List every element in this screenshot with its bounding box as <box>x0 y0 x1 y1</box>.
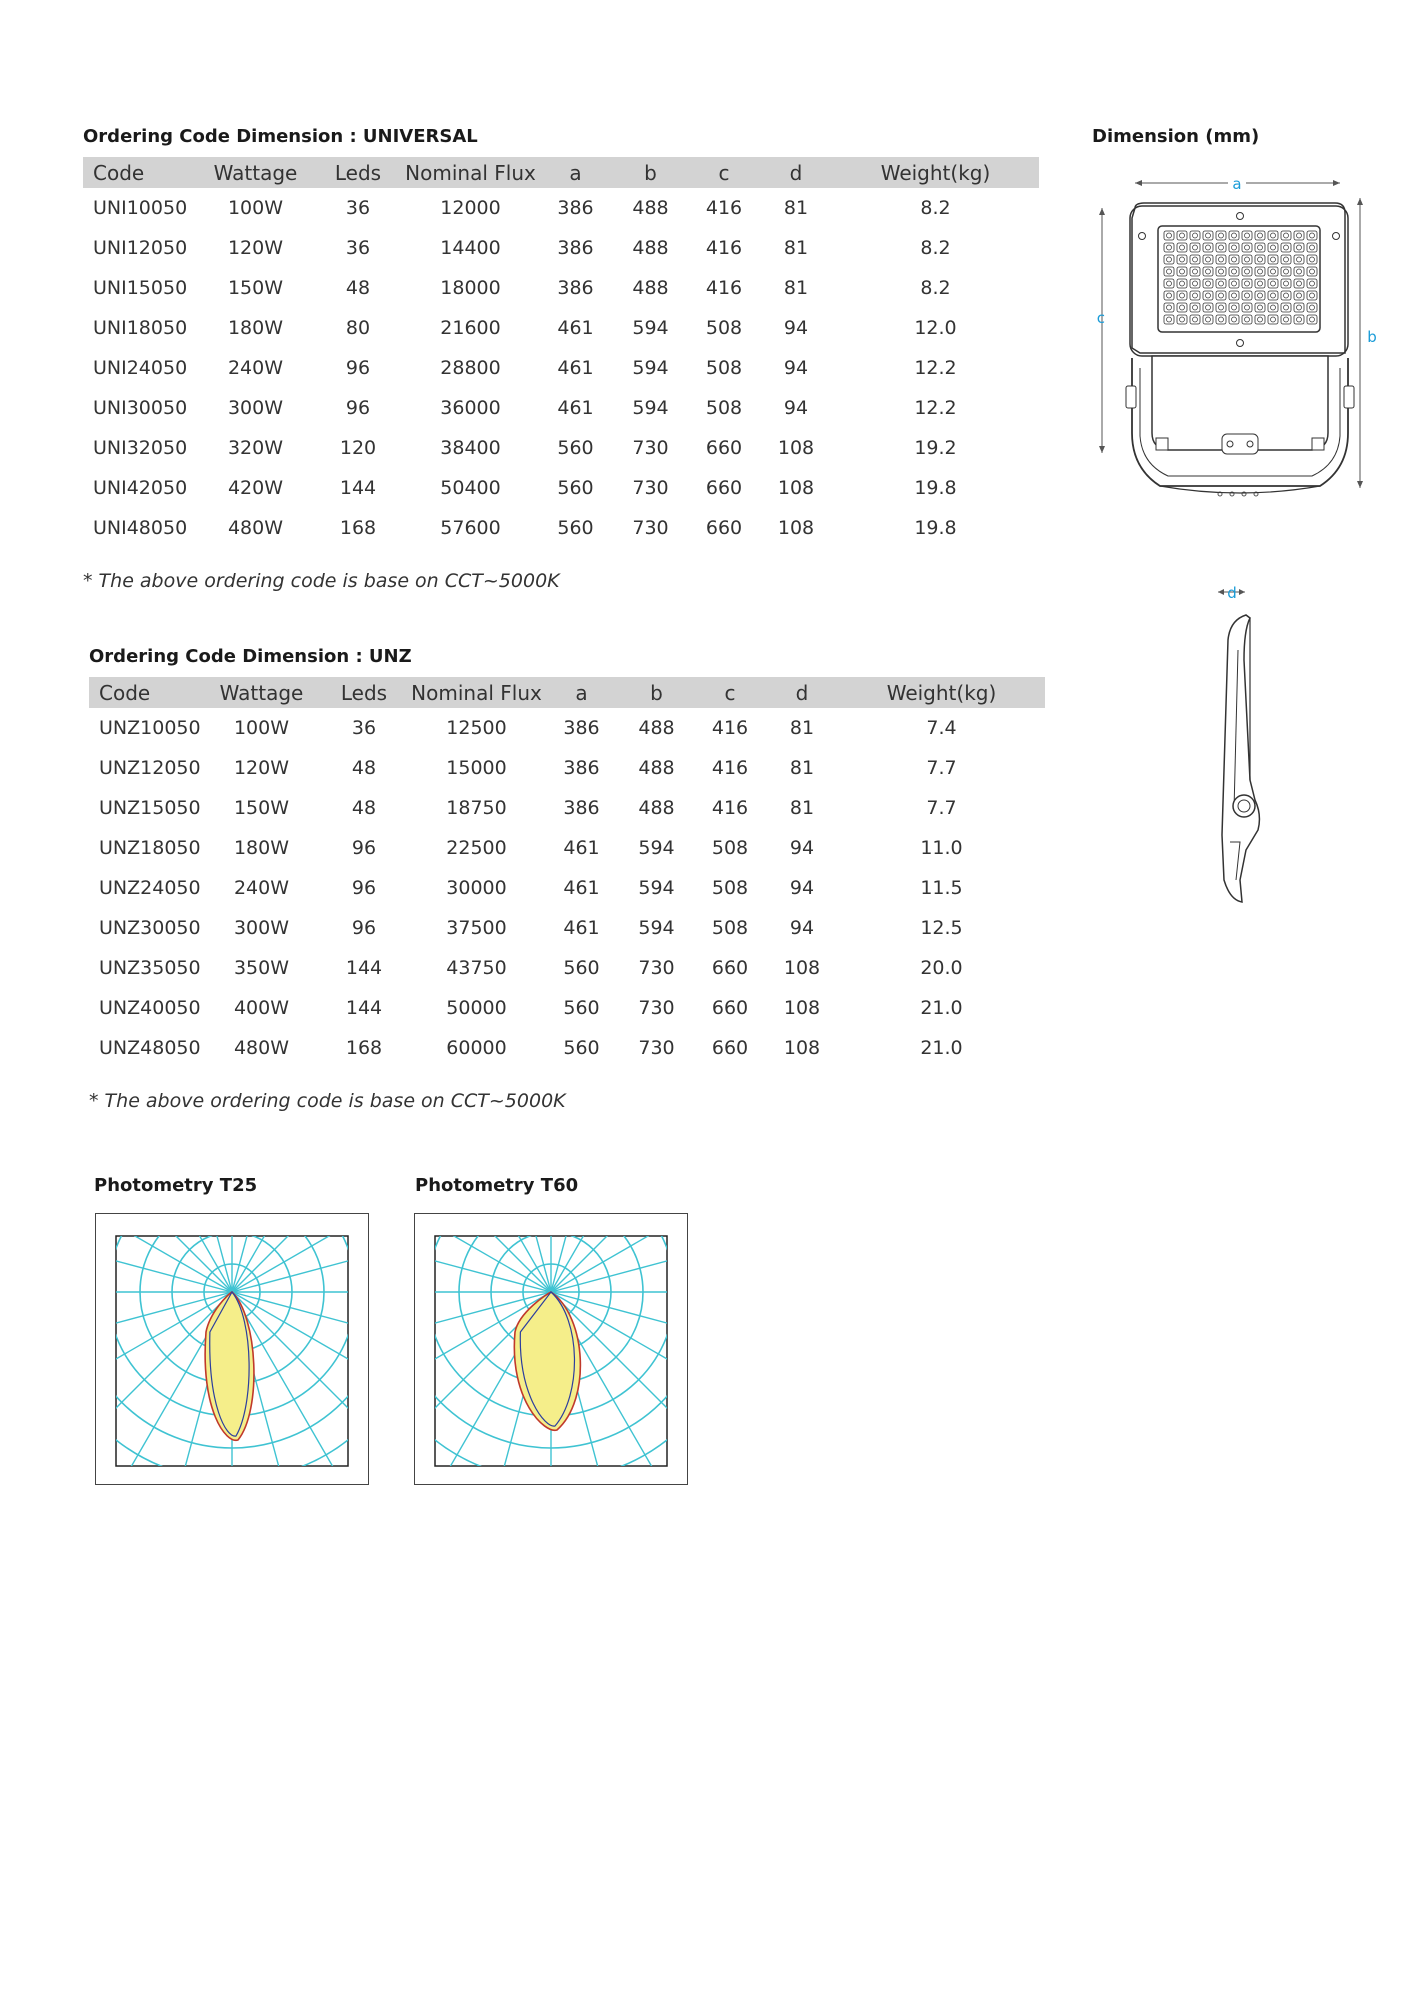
table-cell: 660 <box>711 997 749 1019</box>
table-cell: 94 <box>789 877 815 899</box>
column-header: Nominal Flux <box>403 157 538 188</box>
table-cell: 21600 <box>440 317 501 339</box>
table-cell: UNZ35050 <box>99 957 201 979</box>
table-cell: 38400 <box>440 437 501 459</box>
table-cell: 560 <box>557 437 594 459</box>
table-cell: 416 <box>705 237 743 259</box>
unz-note: * The above ordering code is base on CCT~5000K <box>89 1090 566 1112</box>
table-cell: 508 <box>705 357 743 379</box>
table-cell: 108 <box>783 957 821 979</box>
table-cell: UNI42050 <box>93 477 188 499</box>
table-cell: 8.2 <box>920 197 951 219</box>
column-header: Leds <box>319 677 409 708</box>
table-cell: 461 <box>563 917 600 939</box>
table-row <box>83 268 1039 308</box>
table-cell: 594 <box>638 877 675 899</box>
table-row <box>89 828 1045 868</box>
table-cell: UNI48050 <box>93 517 188 539</box>
table-cell: 168 <box>339 517 377 539</box>
table-row <box>89 908 1045 948</box>
dim-a-label: a <box>1232 175 1242 193</box>
table-cell: UNI24050 <box>93 357 188 379</box>
table-cell: 300W <box>227 397 284 419</box>
table-cell: 48 <box>351 757 377 779</box>
table-cell: 81 <box>783 277 809 299</box>
table-cell: 94 <box>789 917 815 939</box>
table-cell: 94 <box>783 317 809 339</box>
column-header: c <box>694 677 766 708</box>
table-cell: UNZ10050 <box>99 717 201 739</box>
table-cell: 660 <box>705 517 743 539</box>
table-cell: 36000 <box>440 397 501 419</box>
table-cell: 94 <box>789 837 815 859</box>
table-cell: 81 <box>789 717 815 739</box>
table-cell: 81 <box>783 237 809 259</box>
table-cell: 12500 <box>446 717 507 739</box>
table-cell: 81 <box>783 197 809 219</box>
table-row <box>89 868 1045 908</box>
table-cell: 21.0 <box>920 997 963 1019</box>
table-row <box>83 468 1039 508</box>
luminaire-front-drawing <box>1090 168 1390 508</box>
table-row <box>89 748 1045 788</box>
table-cell: 18750 <box>446 797 507 819</box>
table-cell: 60000 <box>446 1037 507 1059</box>
table-cell: 30000 <box>446 877 507 899</box>
table-cell: 15000 <box>446 757 507 779</box>
table-cell: 43750 <box>446 957 507 979</box>
table-cell: 48 <box>345 277 371 299</box>
table-cell: 36 <box>345 237 371 259</box>
table-row <box>83 428 1039 468</box>
table-cell: 386 <box>563 797 600 819</box>
table-cell: 12.2 <box>914 397 957 419</box>
table-cell: 386 <box>557 237 594 259</box>
photometry-t25-chart <box>95 1213 369 1485</box>
column-header: Code <box>89 677 204 708</box>
column-header: Weight(kg) <box>838 677 1045 708</box>
column-header: a <box>544 677 619 708</box>
table-cell: 508 <box>705 317 743 339</box>
column-header: c <box>688 157 760 188</box>
table-cell: 8.2 <box>920 277 951 299</box>
table-cell: 420W <box>227 477 284 499</box>
table-cell: 488 <box>632 277 669 299</box>
table-cell: 81 <box>789 797 815 819</box>
table-cell: 7.7 <box>926 797 957 819</box>
table-cell: 96 <box>351 917 377 939</box>
table-cell: 50000 <box>446 997 507 1019</box>
column-header: Nominal Flux <box>409 677 544 708</box>
table-cell: 28800 <box>440 357 501 379</box>
table-cell: 240W <box>233 877 290 899</box>
table-cell: UNZ15050 <box>99 797 201 819</box>
table-cell: 488 <box>638 757 675 779</box>
table-row <box>83 508 1039 548</box>
table-cell: 180W <box>233 837 290 859</box>
table-cell: 508 <box>711 837 749 859</box>
universal-table <box>83 157 1039 548</box>
table-cell: 461 <box>557 317 594 339</box>
table-cell: 386 <box>557 277 594 299</box>
table-cell: UNZ18050 <box>99 837 201 859</box>
table-cell: 660 <box>711 1037 749 1059</box>
table-cell: 461 <box>557 357 594 379</box>
column-header: Wattage <box>204 677 319 708</box>
dimension-title: Dimension (mm) <box>1092 126 1260 147</box>
table-cell: 150W <box>227 277 284 299</box>
table-row <box>83 388 1039 428</box>
table-cell: 730 <box>638 997 675 1019</box>
table-cell: UNI12050 <box>93 237 188 259</box>
table-cell: 21.0 <box>920 1037 963 1059</box>
table-cell: 416 <box>711 717 749 739</box>
table-cell: 8.2 <box>920 237 951 259</box>
table-cell: 461 <box>557 397 594 419</box>
table-cell: 320W <box>227 437 284 459</box>
table-cell: 144 <box>345 997 383 1019</box>
table-cell: 94 <box>783 357 809 379</box>
table-cell: 108 <box>783 997 821 1019</box>
table-cell: 19.8 <box>914 517 957 539</box>
table-cell: 144 <box>339 477 377 499</box>
table-cell: 19.8 <box>914 477 957 499</box>
table-cell: 660 <box>705 437 743 459</box>
table-cell: 96 <box>345 357 371 379</box>
table-cell: 240W <box>227 357 284 379</box>
table-cell: 96 <box>351 877 377 899</box>
column-header: Weight(kg) <box>832 157 1039 188</box>
table-cell: 560 <box>557 477 594 499</box>
table-cell: 12.5 <box>920 917 963 939</box>
table-cell: 11.5 <box>920 877 963 899</box>
table-cell: 488 <box>638 797 675 819</box>
table-row <box>89 988 1045 1028</box>
table-cell: 108 <box>777 477 815 499</box>
table-cell: 7.4 <box>926 717 957 739</box>
table-cell: 386 <box>557 197 594 219</box>
table-cell: 150W <box>233 797 290 819</box>
table-cell: 108 <box>777 437 815 459</box>
table-cell: 96 <box>351 837 377 859</box>
table-cell: 22500 <box>446 837 507 859</box>
table-cell: 594 <box>632 357 669 379</box>
column-header: b <box>613 157 688 188</box>
table-cell: 416 <box>705 277 743 299</box>
table-cell: 488 <box>632 237 669 259</box>
table-cell: UNI10050 <box>93 197 188 219</box>
table-cell: 461 <box>563 837 600 859</box>
dim-b-label: b <box>1367 328 1377 346</box>
column-header: a <box>538 157 613 188</box>
table-cell: 37500 <box>446 917 507 939</box>
table-cell: UNI15050 <box>93 277 188 299</box>
table-cell: 50400 <box>440 477 501 499</box>
table-row <box>83 308 1039 348</box>
table-cell: UNZ48050 <box>99 1037 201 1059</box>
table-row <box>83 228 1039 268</box>
table-cell: 12.2 <box>914 357 957 379</box>
table-cell: UNZ30050 <box>99 917 201 939</box>
universal-title: Ordering Code Dimension : UNIVERSAL <box>83 126 478 147</box>
column-header: b <box>619 677 694 708</box>
luminaire-side-drawing <box>1200 580 1280 920</box>
table-cell: 508 <box>711 917 749 939</box>
table-cell: UNI18050 <box>93 317 188 339</box>
table-cell: 300W <box>233 917 290 939</box>
table-cell: 108 <box>783 1037 821 1059</box>
photometry-t60-title: Photometry T60 <box>415 1175 579 1196</box>
table-row <box>89 948 1045 988</box>
table-cell: 36 <box>351 717 377 739</box>
column-header: d <box>766 677 838 708</box>
table-cell: 7.7 <box>926 757 957 779</box>
table-cell: 480W <box>233 1037 290 1059</box>
table-header-row <box>83 157 1039 188</box>
table-cell: 386 <box>563 757 600 779</box>
table-cell: 730 <box>632 437 669 459</box>
table-cell: 57600 <box>440 517 501 539</box>
table-cell: 48 <box>351 797 377 819</box>
table-cell: 480W <box>227 517 284 539</box>
table-cell: 594 <box>638 917 675 939</box>
table-cell: 488 <box>638 717 675 739</box>
table-cell: UNZ24050 <box>99 877 201 899</box>
table-cell: 96 <box>345 397 371 419</box>
table-cell: 100W <box>233 717 290 739</box>
table-cell: 730 <box>632 517 669 539</box>
table-cell: 144 <box>345 957 383 979</box>
table-cell: 14400 <box>440 237 501 259</box>
table-cell: 660 <box>705 477 743 499</box>
table-cell: 461 <box>563 877 600 899</box>
table-cell: 560 <box>563 1037 600 1059</box>
table-cell: 350W <box>233 957 290 979</box>
table-cell: 508 <box>711 877 749 899</box>
table-cell: 400W <box>233 997 290 1019</box>
table-cell: 108 <box>777 517 815 539</box>
table-cell: 120W <box>227 237 284 259</box>
unz-table <box>89 677 1045 1068</box>
column-header: Leds <box>313 157 403 188</box>
table-cell: 560 <box>563 957 600 979</box>
column-header: Wattage <box>198 157 313 188</box>
table-cell: 416 <box>705 197 743 219</box>
table-cell: 386 <box>563 717 600 739</box>
table-row <box>89 708 1045 748</box>
table-row <box>89 788 1045 828</box>
table-cell: 488 <box>632 197 669 219</box>
table-cell: 560 <box>557 517 594 539</box>
dim-d-label: d <box>1227 584 1237 602</box>
table-cell: 36 <box>345 197 371 219</box>
table-cell: UNI30050 <box>93 397 188 419</box>
table-cell: 80 <box>345 317 371 339</box>
table-cell: 416 <box>711 757 749 779</box>
table-cell: 19.2 <box>914 437 957 459</box>
table-cell: 730 <box>638 957 675 979</box>
table-cell: 100W <box>227 197 284 219</box>
table-cell: UNZ40050 <box>99 997 201 1019</box>
table-cell: 180W <box>227 317 284 339</box>
table-cell: 94 <box>783 397 809 419</box>
table-row <box>83 348 1039 388</box>
table-cell: 120W <box>233 757 290 779</box>
table-cell: UNI32050 <box>93 437 188 459</box>
table-cell: 560 <box>563 997 600 1019</box>
photometry-t60-chart <box>414 1213 688 1485</box>
table-cell: 730 <box>638 1037 675 1059</box>
column-header: Code <box>83 157 198 188</box>
dim-c-label: c <box>1096 309 1105 327</box>
table-cell: 416 <box>711 797 749 819</box>
table-row <box>83 188 1039 228</box>
column-header: d <box>760 157 832 188</box>
photometry-t25-title: Photometry T25 <box>94 1175 258 1196</box>
table-cell: 81 <box>789 757 815 779</box>
table-cell: 11.0 <box>920 837 963 859</box>
table-cell: 20.0 <box>920 957 963 979</box>
table-cell: UNZ12050 <box>99 757 201 779</box>
table-header-row <box>89 677 1045 708</box>
table-cell: 12.0 <box>914 317 957 339</box>
table-cell: 18000 <box>440 277 501 299</box>
table-row <box>89 1028 1045 1068</box>
table-cell: 594 <box>638 837 675 859</box>
table-cell: 120 <box>339 437 377 459</box>
universal-note: * The above ordering code is base on CCT~5000K <box>83 570 560 592</box>
table-cell: 660 <box>711 957 749 979</box>
table-cell: 594 <box>632 397 669 419</box>
table-cell: 12000 <box>440 197 501 219</box>
unz-title: Ordering Code Dimension : UNZ <box>89 646 412 667</box>
table-cell: 730 <box>632 477 669 499</box>
table-cell: 594 <box>632 317 669 339</box>
table-cell: 508 <box>705 397 743 419</box>
table-cell: 168 <box>345 1037 383 1059</box>
